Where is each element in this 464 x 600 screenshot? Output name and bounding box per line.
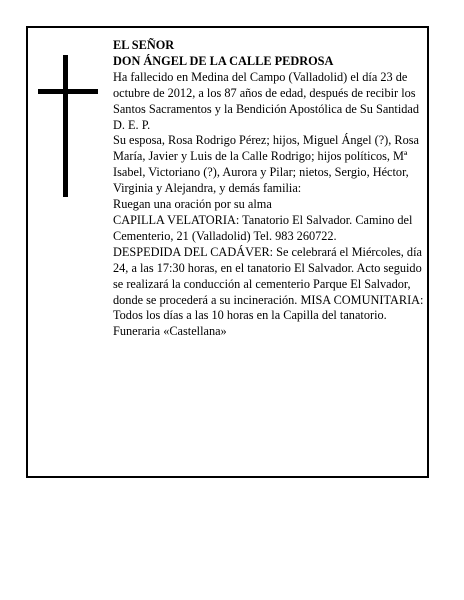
cross-icon bbox=[38, 55, 98, 197]
title-honorific: EL SEÑOR bbox=[113, 38, 175, 52]
cross-vertical-bar bbox=[63, 55, 68, 197]
obituary-text bbox=[113, 38, 425, 340]
family-list: Su esposa, Rosa Rodrigo Pérez; hijos, Miguel Ángel (?), Rosa María, Javier y Luis de la Calle Rodrigo; hijos políticos, Mª Isabel, Victoriano (?), Aurora y Pilar; nietos, Sergio, Héctor, Virginia y Alejandra, y demás familia: bbox=[113, 133, 420, 196]
farewell-info: DESPEDIDA DEL CADÁVER: Se celebrará el Miércoles, día 24, a las 17:30 horas, en el tanatorio El Salvador. Acto seguido se realizará la conducción al cementerio Parque El Salvador, donde se procederá a su incineración. MISA COMUNITARIA: Todos los días a las 10 horas en la Capilla del tanatorio. bbox=[113, 244, 424, 323]
rip-line: D. E. P. bbox=[113, 117, 151, 132]
death-announcement: Ha fallecido en Medina del Campo (Valladolid) el día 23 de octubre de 2012, a los 87 años de edad, después de recibir los Santos Sacramentos y la Bendición Apostólica de Su Santidad bbox=[113, 69, 420, 116]
prayer-request: Ruegan una oración por su alma bbox=[113, 197, 272, 212]
funeral-home: Funeraria «Castellana» bbox=[113, 324, 227, 339]
wake-chapel-info: CAPILLA VELATORIA: Tanatorio El Salvador. Camino del Cementerio, 21 (Valladolid) Tel. 983 260722. bbox=[113, 212, 413, 243]
cross-horizontal-bar bbox=[38, 89, 98, 94]
deceased-name: DON ÁNGEL DE LA CALLE PEDROSA bbox=[113, 53, 334, 68]
